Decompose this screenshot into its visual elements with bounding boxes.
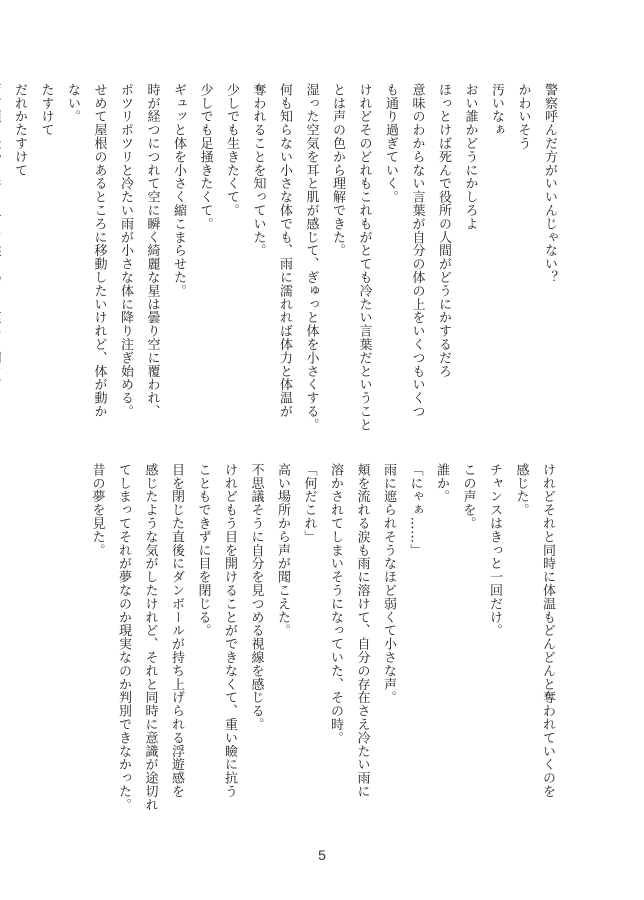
text-line bbox=[0, 83, 6, 413]
text-line: けれどそのどれもこれもがとても冷たい言葉だということ bbox=[356, 83, 372, 432]
text-line: 目を閉じた直後にダンボールが持ち上げられる浮遊感を bbox=[169, 463, 184, 798]
text-line: せめて屋根のあるところに移動したいけれど、体が動か bbox=[91, 83, 107, 418]
text-line: も通り過ぎていく。 bbox=[383, 83, 398, 204]
text-line: こともできずに目を閉じる。 bbox=[195, 463, 211, 638]
text-line: 感じたような気がしたけれど、それと同時に意識が途切れ bbox=[142, 463, 158, 812]
text-line: けれどそれと同時に体温もどんどんと奪われていくのを bbox=[540, 463, 555, 798]
text-line: 意味のわからない言葉が自分の体の上をいくつもいくつ bbox=[409, 83, 425, 418]
text-line: 時が経つにつれて空に瞬く綺麗な星は曇り空に覆われ、 bbox=[144, 83, 160, 418]
text-line: 奪われることを知っていた。 bbox=[250, 83, 266, 258]
text-line: チャンスはきっと一回だけ。 bbox=[487, 463, 502, 638]
text-line: 高い場所から声が聞こえた。 bbox=[275, 463, 290, 638]
text-line: 少しでも足掻きたくて。 bbox=[197, 83, 213, 231]
text-line: 汚いなぁ bbox=[489, 83, 504, 137]
text-line: たすけて bbox=[38, 83, 54, 137]
text-line: 雨に遮られそうなほど弱くて小さな声。 bbox=[381, 463, 396, 705]
text-line: てしまってそれが夢なのか現実なのか判別できなかった。 bbox=[116, 463, 131, 812]
text-line: 不思議そうに自分を見つめる視線を感じる。 bbox=[248, 463, 264, 731]
dialogue-line: 「何だこれ」 bbox=[301, 463, 317, 544]
text-line: この声を。 bbox=[460, 463, 476, 530]
text-line: 溶かされてしまいそうになっていた、その時。 bbox=[328, 463, 343, 745]
text-line: ポツリポツリと冷たい雨が小さな体に降り注ぎ始める。 bbox=[118, 83, 133, 418]
upper-text-block bbox=[12, 83, 562, 432]
text-line: だれかたすけて bbox=[12, 83, 27, 177]
text-line: 警察呼んだ方がいいんじゃない？ bbox=[542, 83, 557, 284]
text-line: 頬を流れる涙も雨に溶けて、自分の存在さえ冷たい雨に bbox=[354, 463, 370, 798]
text-line: ない。 bbox=[65, 83, 80, 124]
text-line: 何も知らない小さな体でも、雨に濡れれば体力と体温が bbox=[277, 83, 292, 418]
text-line: 湿った空気を耳と肌が感じて、ぎゅっと体を小さくする。 bbox=[303, 83, 319, 432]
text-line: おい誰かどうにかしろよ bbox=[462, 83, 478, 231]
text-line: ギュッと体を小さく縮こまらせた。 bbox=[171, 83, 186, 298]
text-line: けれどもう目を開けることができなくて、重い瞼に抗う bbox=[222, 463, 237, 798]
lower-text-block bbox=[80, 463, 560, 823]
text-line: 誰か。 bbox=[434, 463, 449, 504]
text-line: ほっとけば死んで役所の人間がどうにかするだろ bbox=[436, 83, 451, 378]
text-line: 感じた。 bbox=[513, 463, 529, 517]
text-line: とは声の色から理解できた。 bbox=[330, 83, 345, 258]
text-line: 少しでも生きたくて。 bbox=[224, 83, 239, 217]
text-line: 昔の夢を見た。 bbox=[89, 463, 105, 557]
text-line: かわいそう bbox=[515, 83, 531, 150]
dialogue-line: 「にゃぁ……」 bbox=[407, 463, 423, 557]
page-number: 5 bbox=[318, 847, 326, 863]
